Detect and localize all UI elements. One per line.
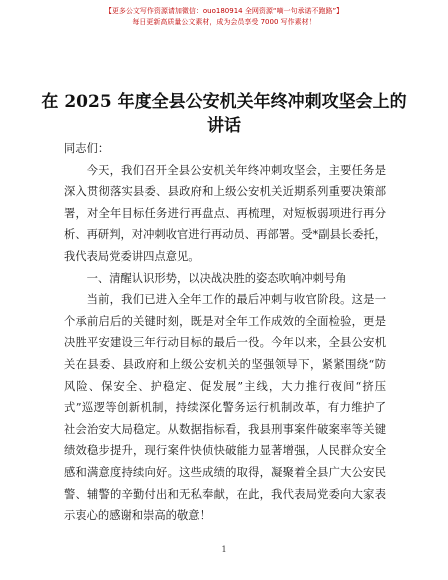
promo-banner [0,6,448,28]
document-body [64,138,386,527]
document-title: 在 2025 年度全县公安机关年终冲刺攻坚会上的讲话 [41,92,407,136]
promo-banner-line-1: 【更多公文写作资源请加微信：ouo180914 全网资源“嘀一句承诺不跑路”】 [104,7,344,15]
paragraph-intro: 今天，我们召开全县公安机关年终冲刺攻坚会，主要任务是深入贯彻落实县委、县政府和上级公安机关近期系列重要决策部署，对全年目标任务进行再盘点、再梳理，对短板弱项进行再分析、再研判，对冲刺收官进行再动员、再部署。受*副县长委托，我代表局党委讲四点意见。 [64,163,386,263]
salutation: 同志们： [64,142,110,155]
section-heading-1: 一、清醒认识形势，以决战决胜的姿态吹响冲刺号角 [86,271,347,285]
promo-banner-line-2: 每日更新高质量公文素材，成为会员享受 7000 写作素材！ [132,18,316,26]
paragraph-situation: 当前，我们已进入全年工作的最后冲刺与收官阶段。这是一个承前启后的关键时刻，既是对全年工作成效的全面检验，更是决胜平安建设三年行动目标的最后一役。今年以来，全县公安机关在县委、县政府和上级公安机关的坚强领导下，紧紧围绕“防风险、保安全、护稳定、促发展”主线，大力推行夜间“挤压式”巡逻等创新机制，持续深化警务运行机制改革，有力维护了社会治安大局稳定。从数据指标看，我县刑事案件破案率等关键绩效稳步提升，现行案件快侦快破能力显著增强，人民群众安全感和满意度持续向好。这些成绩的取得，凝聚着全县广大公安民警、辅警的辛勤付出和无私奉献，在此，我代表局党委向大家表示衷心的感谢和崇高的敬意！ [64,293,386,523]
page-number: 1 [221,545,227,554]
